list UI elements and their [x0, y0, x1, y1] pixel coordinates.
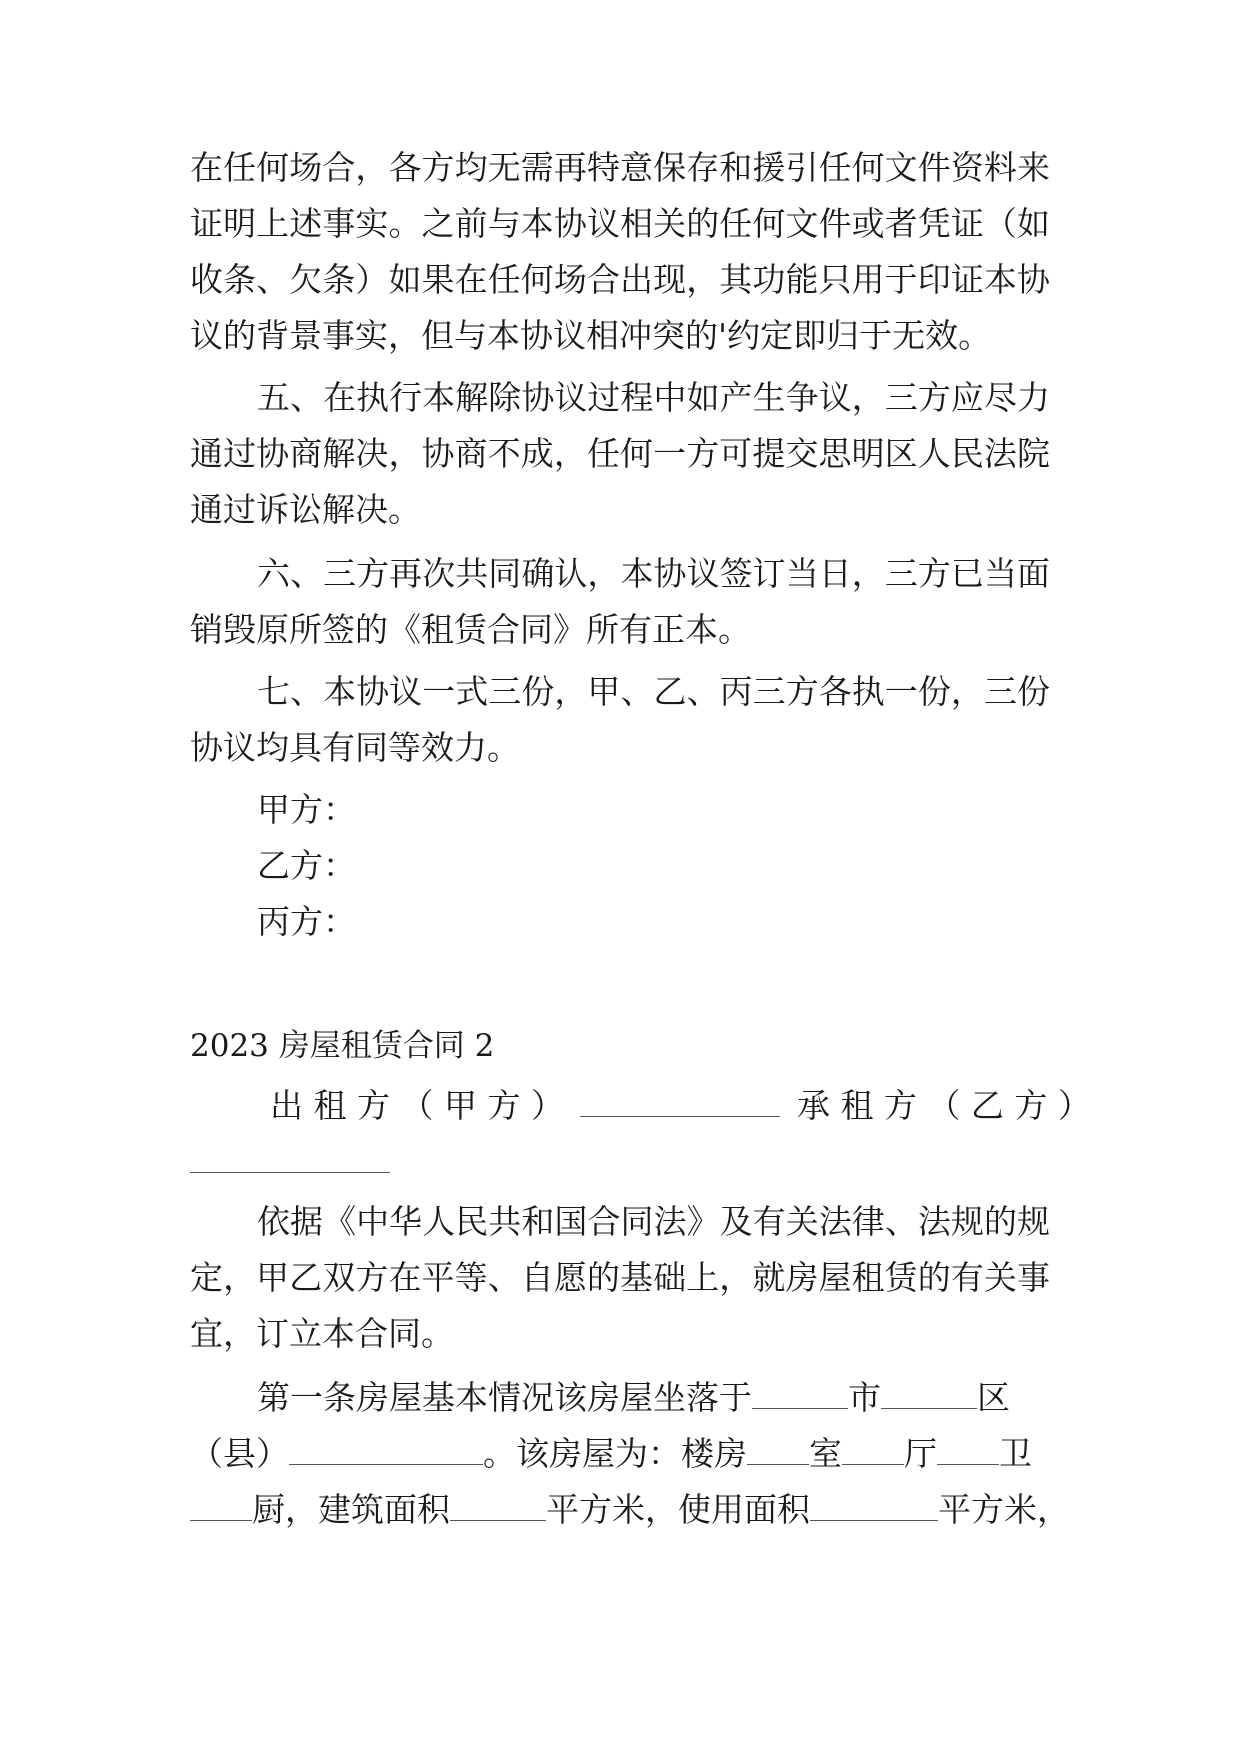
paragraph-7-line-1: 七、本协议一式三份，甲、乙、丙三方各执一份，三份	[257, 672, 1050, 711]
paragraph-5-line-2: 通过协商解决，协商不成，任何一方可提交思明区人民法院	[190, 434, 1050, 473]
building-area-text: 厨，建筑面积	[252, 1490, 450, 1529]
lessor-label: 出 租 方 （ 甲 方 ）	[270, 1086, 564, 1125]
paragraph-4-line-1: 在任何场合，各方均无需再特意保存和援引任何文件资料来	[190, 148, 1050, 187]
bathrooms-label: 卫	[999, 1434, 1032, 1473]
building-type-text: 。该房屋为：楼房	[483, 1434, 747, 1473]
paragraph-5-line-1: 五、在执行本解除协议过程中如产生争议，三方应尽力	[257, 378, 1050, 417]
article-1-line-3	[190, 1490, 1070, 1530]
rooms-blank[interactable]	[747, 1434, 809, 1465]
paragraph-4-line-3: 收条、欠条）如果在任何场合出现，其功能只用于印证本协	[190, 260, 1050, 299]
district-label: 区	[977, 1378, 1010, 1417]
intro-line-2: 定，甲乙双方在平等、自愿的基础上，就房屋租赁的有关事	[190, 1258, 1050, 1297]
paragraph-6-line-1: 六、三方再次共同确认，本协议签订当日，三方已当面	[257, 554, 1050, 593]
party-b-signature: 乙方：	[257, 846, 356, 885]
halls-label: 厅	[904, 1434, 937, 1473]
article-1-line-2	[190, 1434, 1050, 1474]
usable-area-text: 平方米，使用面积	[546, 1490, 810, 1529]
lessee-blank-line	[190, 1142, 1050, 1182]
paragraph-4-line-4: 议的背景事实，但与本协议相冲突的'约定即归于无效。	[190, 316, 992, 355]
district-blank[interactable]	[881, 1378, 977, 1409]
paragraph-5-line-3: 通过诉讼解决。	[190, 490, 421, 529]
lessee-blank[interactable]	[190, 1142, 390, 1173]
article-1-line-1	[257, 1378, 1050, 1418]
party-c-signature: 丙方：	[257, 902, 356, 941]
building-area-blank[interactable]	[450, 1490, 546, 1521]
rooms-label: 室	[809, 1434, 842, 1473]
usable-area-blank[interactable]	[810, 1490, 938, 1521]
halls-blank[interactable]	[842, 1434, 904, 1465]
county-label: （县）	[190, 1434, 289, 1473]
bathrooms-blank[interactable]	[937, 1434, 999, 1465]
city-blank[interactable]	[752, 1378, 848, 1409]
lessee-label: 承 租 方 （ 乙 方 ）	[796, 1086, 1091, 1125]
paragraph-4-line-2: 证明上述事实。之前与本协议相关的任何文件或者凭证（如	[190, 204, 1050, 243]
paragraph-7-line-2: 协议均具有同等效力。	[190, 728, 520, 767]
article-1-location-text: 第一条房屋基本情况该房屋坐落于	[257, 1378, 752, 1417]
paragraph-6-line-2: 销毁原所签的《租赁合同》所有正本。	[190, 610, 751, 649]
lessor-blank[interactable]	[580, 1086, 780, 1117]
intro-line-1: 依据《中华人民共和国合同法》及有关法律、法规的规	[257, 1202, 1050, 1241]
city-label: 市	[848, 1378, 881, 1417]
intro-line-3: 宜，订立本合同。	[190, 1314, 454, 1353]
address-blank[interactable]	[289, 1434, 483, 1465]
party-a-signature: 甲方：	[257, 790, 356, 829]
contract-2-title: 2023 房屋租赁合同 2	[190, 1028, 495, 1064]
parties-line	[270, 1086, 1091, 1126]
square-meters-label: 平方米，	[938, 1490, 1070, 1529]
kitchens-blank[interactable]	[190, 1490, 252, 1521]
